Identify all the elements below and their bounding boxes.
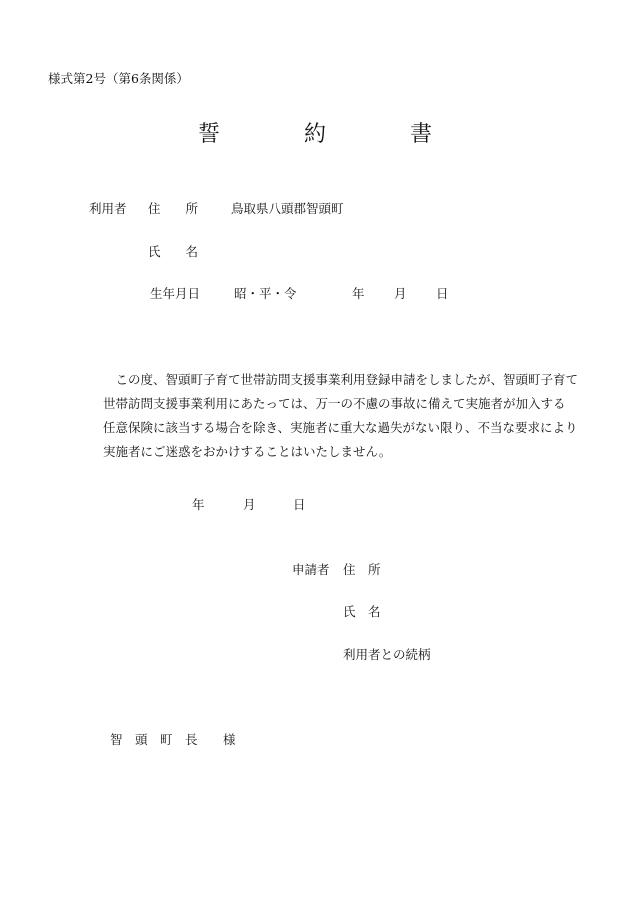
body-line: 任意保険に該当する場合を除き、実施者に重大な過失がない限り、不当な要求により xyxy=(103,420,578,435)
birth-date-label: 生年月日 xyxy=(150,286,201,301)
user-address-value: 鳥取県八頭郡智頭町 xyxy=(231,201,344,216)
title-char: 書 xyxy=(410,122,433,147)
applicant-relation-label: 利用者との続柄 xyxy=(343,647,431,662)
birth-day-label: 日 xyxy=(436,286,449,301)
form-label: 様式第2号（第6条関係） xyxy=(48,71,189,86)
user-address-label: 住 所 xyxy=(148,201,199,216)
pledge-body xyxy=(103,368,603,464)
date-year-label: 年 xyxy=(192,497,205,512)
addressee-honorific: 様 xyxy=(223,732,236,747)
page-title xyxy=(0,122,630,148)
date-month-label: 月 xyxy=(243,497,256,512)
body-line: 世帯訪問支援事業利用にあたっては、万一の不慮の事故に備えて実施者が加入する xyxy=(103,396,566,411)
era-options: 昭・平・令 xyxy=(234,286,297,301)
title-char: 約 xyxy=(303,122,326,147)
applicant-address-label: 住 所 xyxy=(343,562,381,577)
body-line: 実施者にご迷惑をおかけすることはいたしません。 xyxy=(103,444,392,459)
applicant-header: 申請者 xyxy=(292,562,330,577)
date-day-label: 日 xyxy=(293,497,306,512)
applicant-name-label: 氏 名 xyxy=(343,604,381,619)
user-header: 利用者 xyxy=(89,201,127,216)
user-name-label: 氏 名 xyxy=(148,244,199,259)
body-line: この度、智頭町子育て世帯訪問支援事業利用登録申請をしましたが、智頭町子育て xyxy=(103,372,579,387)
addressee-name: 智 頭 町 長 xyxy=(110,732,198,747)
birth-month-label: 月 xyxy=(394,286,407,301)
title-char: 誓 xyxy=(197,122,220,147)
birth-year-label: 年 xyxy=(352,286,365,301)
